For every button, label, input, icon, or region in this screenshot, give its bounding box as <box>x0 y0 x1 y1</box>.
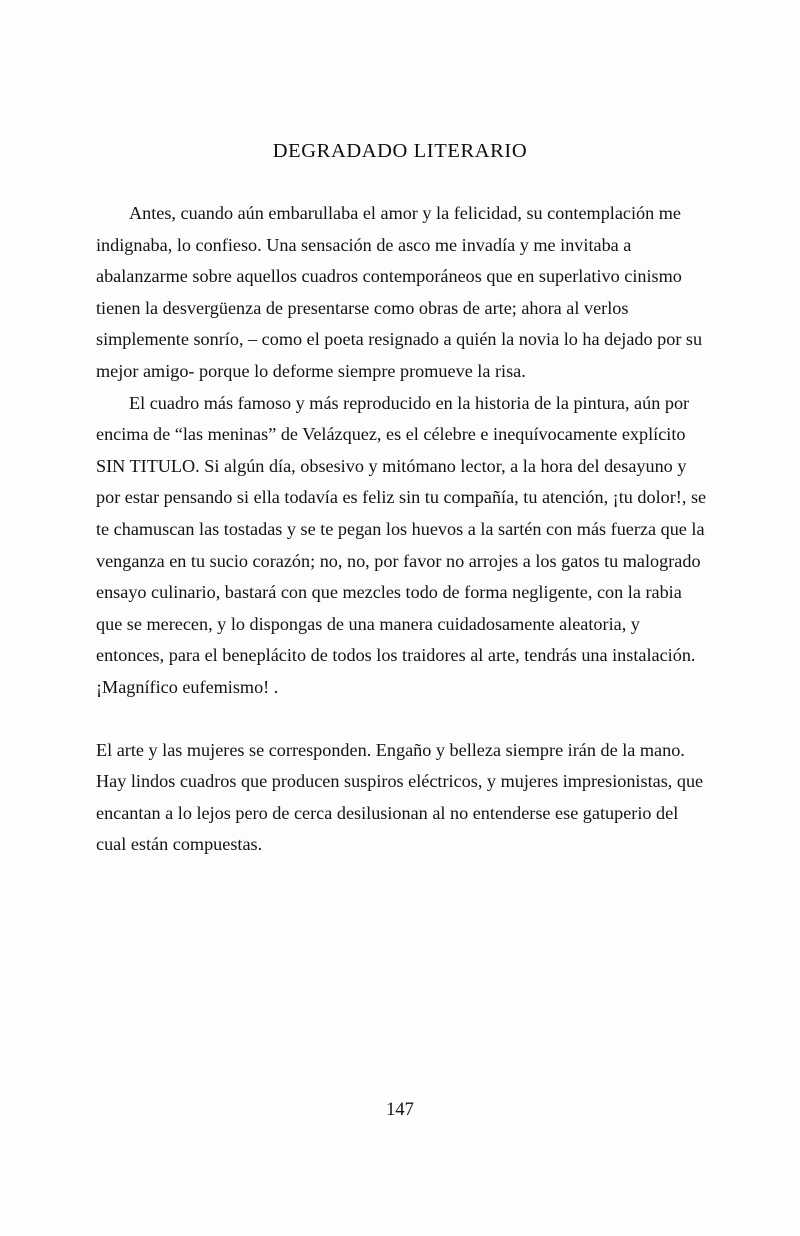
paragraph-2: El cuadro más famoso y más reproducido en la historia de la pintura, aún por encima de “las meninas” de Velázquez, es el célebre e inequívocamente explícito SIN TITULO. Si algún día, obsesivo y mitómano lector, a la hora del desayuno y por estar pensando si ella todavía es feliz sin tu compañía, tu atención, ¡tu dolor!, se te chamuscan las tostadas y se te pegan los huevos a la sartén con más fuerza que la venganza en tu sucio corazón; no, no, por favor no arrojes a los gatos tu malogrado ensayo culinario, bastará con que mezcles todo de forma negligente, con la rabia que se merecen, y lo dispongas de una manera cuidadosamente aleatoria, y entonces, para el beneplácito de todos los traidores al arte, tendrás una instalación. ¡Magnífico eufemismo! . <box>96 392 707 697</box>
paragraph-1: Antes, cuando aún embarullaba el amor y la felicidad, su contemplación me indignaba, lo confieso. Una sensación de asco me invadía y me invitaba a abalanzarme sobre aquellos cuadros contemporáneos que en superlativo cinismo tienen la desvergüenza de presentarse como obras de arte; ahora al verlos simplemente sonrío, – como el poeta resignado a quién la novia lo ha dejado por su mejor amigo- porque lo deforme siempre promueve la risa. <box>96 203 703 381</box>
page-title: DEGRADADO LITERARIO <box>272 140 528 162</box>
page-number: 147 <box>386 1100 414 1120</box>
body-text <box>96 198 708 861</box>
paragraph-3: El arte y las mujeres se corresponden. Engaño y belleza siempre irán de la mano. Hay lindos cuadros que producen suspiros eléctricos, y mujeres impresionistas, que encantan a lo lejos pero de cerca desilusionan al no entenderse ese gatuperio del cual están compuestas. <box>96 739 704 855</box>
